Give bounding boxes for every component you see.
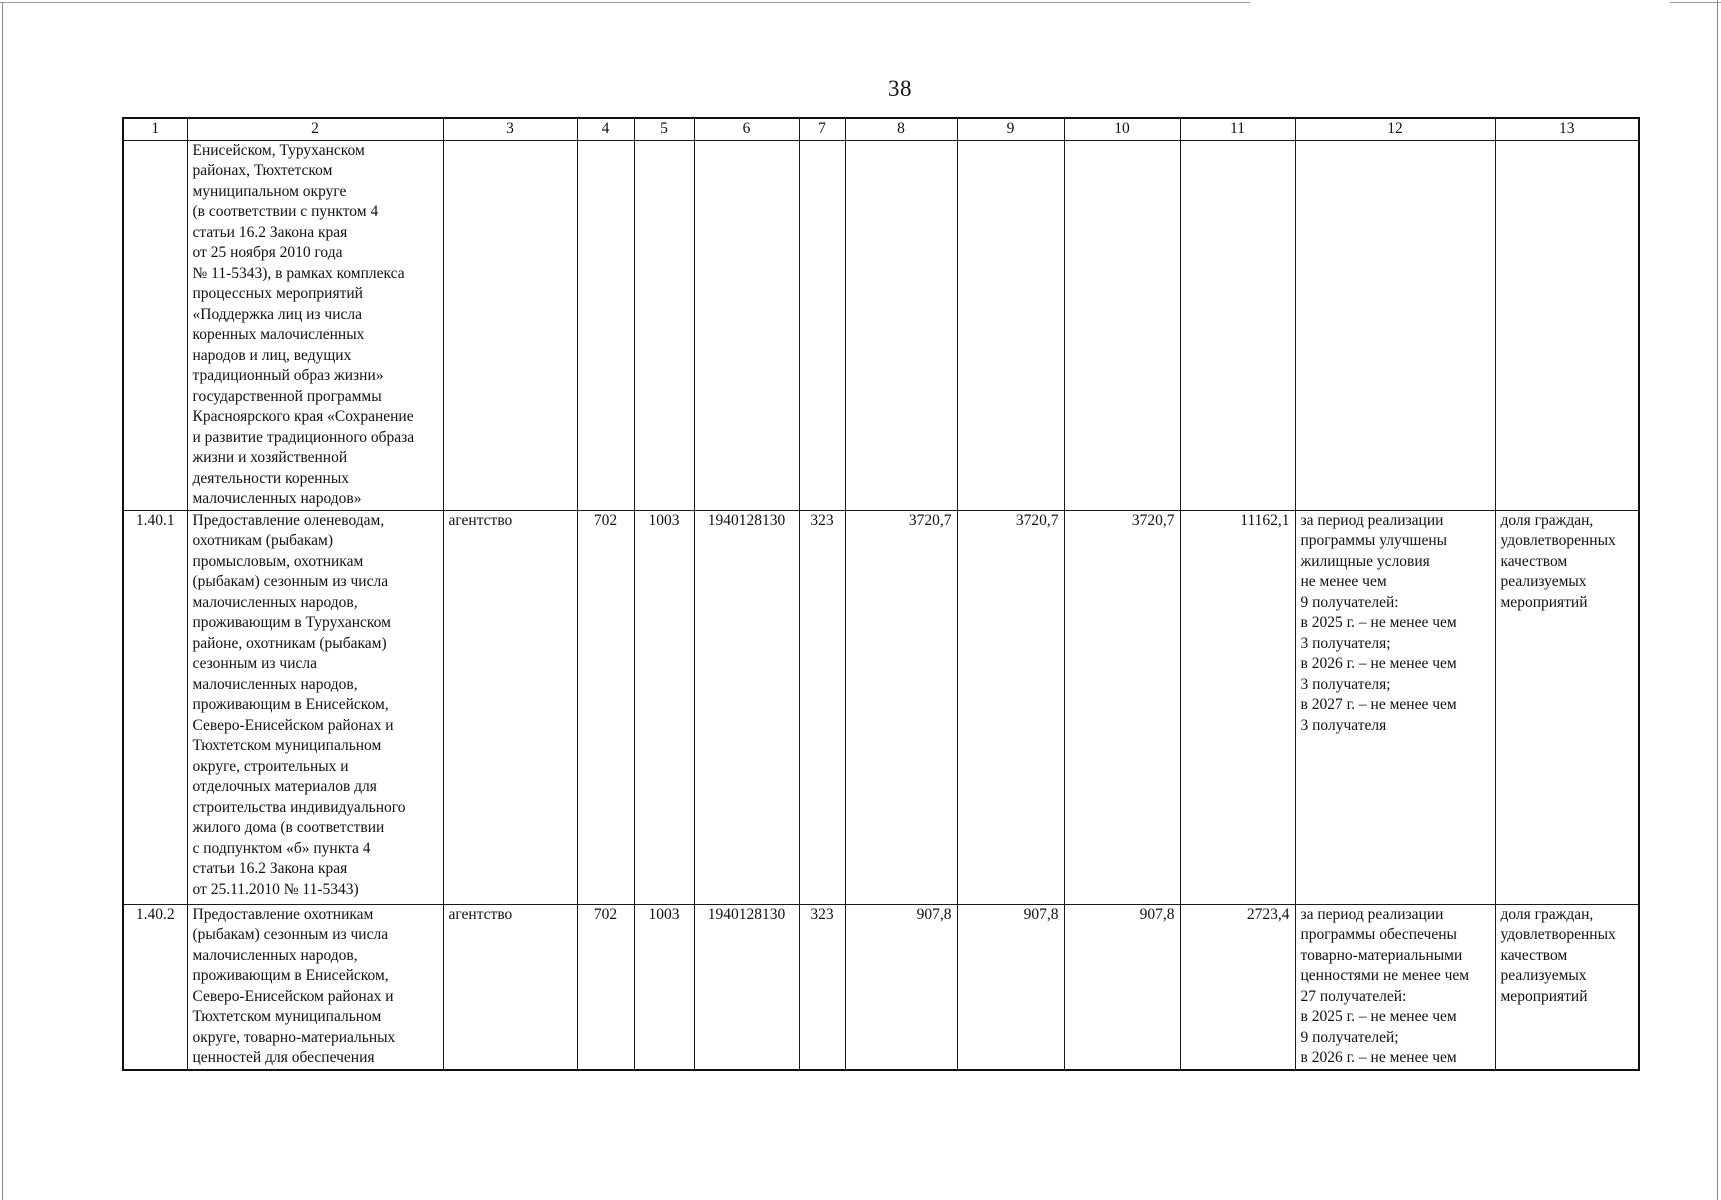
text-line: сезонным из числа — [192, 655, 317, 672]
table-row — [123, 140, 1639, 510]
text-line: 27 получателей: — [1300, 987, 1407, 1005]
text-line: за период реализации — [1300, 511, 1444, 529]
executor: агентство — [443, 510, 577, 904]
text-line: за период реализации — [1300, 905, 1444, 923]
text-line: охотникам (рыбакам) — [192, 532, 334, 549]
text-line: народов и лиц, ведущих — [192, 346, 352, 364]
code-grbs — [577, 140, 634, 510]
text-line: Северо-Енисейском районах и — [192, 716, 394, 734]
header-col-10: 10 — [1064, 118, 1180, 140]
amount-col-10: 907,8 — [1064, 904, 1180, 1070]
activity-description — [187, 510, 443, 904]
text-line: удовлетворенных — [1500, 926, 1616, 943]
amount-col-10 — [1064, 140, 1180, 510]
text-line: малочисленных народов, — [192, 675, 358, 693]
activity-description — [187, 140, 443, 510]
text-line: с подпунктом «б» пункта 4 — [192, 839, 371, 857]
text-line: № 11-5343), в рамках комплекса — [192, 264, 405, 282]
text-line: деятельности коренных — [192, 469, 349, 487]
text-line: ценностями не менее чем — [1300, 967, 1470, 984]
text-line: Енисейском, Туруханском — [192, 141, 365, 159]
text-line: программы улучшены — [1300, 532, 1448, 549]
text-line: жилого дома (в соответствии — [192, 819, 385, 836]
text-line: мероприятий — [1500, 593, 1588, 611]
text-line: в 2025 г. – не менее чем — [1300, 1008, 1457, 1025]
text-line: малочисленных народов, — [192, 946, 358, 964]
header-col-8: 8 — [845, 118, 957, 140]
page-number: 38 — [888, 76, 912, 101]
text-line: статьи 16.2 Закона края — [192, 223, 348, 241]
header-col-6: 6 — [694, 118, 799, 140]
code-csr — [694, 140, 799, 510]
text-line: проживающим в Енисейском, — [192, 696, 389, 713]
text-line: реализуемых — [1500, 967, 1587, 984]
code-csr: 1940128130 — [694, 510, 799, 904]
text-line: программы обеспечены — [1300, 926, 1457, 943]
amount-col-9 — [957, 140, 1064, 510]
text-line: округе, строительных и — [192, 757, 349, 775]
text-line: промысловым, охотникам — [192, 552, 364, 570]
code-vr — [799, 140, 845, 510]
text-line: статьи 16.2 Закона края — [192, 860, 348, 877]
text-line: 3 получателя; — [1300, 634, 1391, 652]
text-line: государственной программы — [192, 387, 382, 405]
activity-description — [187, 904, 443, 1070]
amount-total — [1180, 140, 1295, 510]
text-line: 9 получателей; — [1300, 1028, 1399, 1046]
text-line: ценностей для обеспечения — [192, 1049, 375, 1066]
text-line: удовлетворенных — [1500, 532, 1616, 549]
text-line: реализуемых — [1500, 573, 1587, 590]
text-line: 3 получателя — [1300, 716, 1387, 734]
expected-result — [1295, 510, 1495, 904]
amount-col-8: 3720,7 — [845, 510, 957, 904]
text-line: Тюхтетском муниципальном — [192, 1008, 382, 1025]
text-line: «Поддержка лиц из числа — [192, 305, 362, 323]
code-grbs: 702 — [577, 904, 634, 1070]
table-row — [123, 510, 1639, 904]
row-number: 1.40.2 — [123, 904, 187, 1070]
text-line: в 2027 г. – не менее чем — [1300, 696, 1457, 713]
amount-total: 11162,1 — [1180, 510, 1295, 904]
indicator — [1495, 510, 1639, 904]
text-line: проживающим в Туруханском — [192, 614, 391, 631]
scan-edge-top — [0, 2, 1250, 3]
text-line: районах, Тюхтетском — [192, 162, 333, 179]
text-line: качеством — [1500, 552, 1568, 570]
text-line: проживающим в Енисейском, — [192, 967, 389, 984]
code-grbs: 702 — [577, 510, 634, 904]
text-line: 3 получателя; — [1300, 675, 1391, 693]
executor — [443, 140, 577, 510]
scan-edge-left — [2, 2, 3, 1200]
header-col-5: 5 — [634, 118, 694, 140]
text-line: жилищные условия — [1300, 552, 1430, 570]
header-col-13: 13 — [1495, 118, 1639, 140]
indicator — [1495, 904, 1639, 1070]
text-line: процессных мероприятий — [192, 285, 363, 302]
scan-edge-top-right — [1670, 2, 1721, 3]
code-csr: 1940128130 — [694, 904, 799, 1070]
text-line: малочисленных народов, — [192, 593, 358, 611]
header-col-2: 2 — [187, 118, 443, 140]
header-col-11: 11 — [1180, 118, 1295, 140]
header-col-4: 4 — [577, 118, 634, 140]
code-vr: 323 — [799, 904, 845, 1070]
row-number: 1.40.1 — [123, 510, 187, 904]
header-col-12: 12 — [1295, 118, 1495, 140]
text-line: и развитие традиционного образа — [192, 428, 415, 446]
scan-edge-right — [1717, 0, 1718, 1200]
text-line: товарно-материальными — [1300, 946, 1463, 964]
text-line: Предоставление оленеводам, — [192, 511, 385, 529]
table-header-row — [123, 118, 1639, 140]
text-line: от 25 ноября 2010 года — [192, 244, 343, 261]
program-activities-table — [122, 117, 1640, 1071]
code-vr: 323 — [799, 510, 845, 904]
row-number — [123, 140, 187, 510]
amount-col-9: 3720,7 — [957, 510, 1064, 904]
text-line: малочисленных народов» — [192, 490, 362, 507]
table-row — [123, 904, 1639, 1070]
text-line: строительства индивидуального — [192, 798, 406, 816]
text-line: (в соответствии с пунктом 4 — [192, 203, 379, 220]
text-line: коренных малочисленных — [192, 326, 365, 343]
text-line: (рыбакам) сезонным из числа — [192, 926, 389, 943]
text-line: отделочных материалов для — [192, 778, 377, 795]
header-col-1: 1 — [123, 118, 187, 140]
indicator — [1495, 140, 1639, 510]
text-line: качеством — [1500, 946, 1568, 964]
text-line: в 2026 г. – не менее чем — [1300, 655, 1457, 672]
expected-result — [1295, 140, 1495, 510]
text-line: традиционный образ жизни» — [192, 367, 384, 384]
expected-result — [1295, 904, 1495, 1070]
text-line: в 2026 г. – не менее чем — [1300, 1049, 1457, 1066]
text-line: районе, охотникам (рыбакам) — [192, 634, 387, 652]
code-rzpr: 1003 — [634, 510, 694, 904]
text-line: доля граждан, — [1500, 511, 1594, 529]
text-line: округе, товарно-материальных — [192, 1028, 396, 1046]
text-line: 9 получателей: — [1300, 593, 1399, 611]
text-line: Предоставление охотникам — [192, 905, 374, 923]
header-col-3: 3 — [443, 118, 577, 140]
header-col-7: 7 — [799, 118, 845, 140]
text-line: доля граждан, — [1500, 905, 1594, 923]
text-line: не менее чем — [1300, 573, 1387, 590]
amount-col-9: 907,8 — [957, 904, 1064, 1070]
amount-total: 2723,4 — [1180, 904, 1295, 1070]
code-rzpr: 1003 — [634, 904, 694, 1070]
header-col-9: 9 — [957, 118, 1064, 140]
text-line: Красноярского края «Сохранение — [192, 408, 414, 425]
text-line: муниципальном округе — [192, 182, 347, 200]
amount-col-8 — [845, 140, 957, 510]
text-line: от 25.11.2010 № 11-5343) — [192, 880, 359, 898]
text-line: Тюхтетском муниципальном — [192, 737, 382, 754]
text-line: (рыбакам) сезонным из числа — [192, 573, 389, 590]
code-rzpr — [634, 140, 694, 510]
text-line: жизни и хозяйственной — [192, 449, 348, 466]
amount-col-10: 3720,7 — [1064, 510, 1180, 904]
text-line: в 2025 г. – не менее чем — [1300, 614, 1457, 631]
text-line: Северо-Енисейском районах и — [192, 987, 394, 1005]
text-line: мероприятий — [1500, 987, 1588, 1005]
executor: агентство — [443, 904, 577, 1070]
amount-col-8: 907,8 — [845, 904, 957, 1070]
